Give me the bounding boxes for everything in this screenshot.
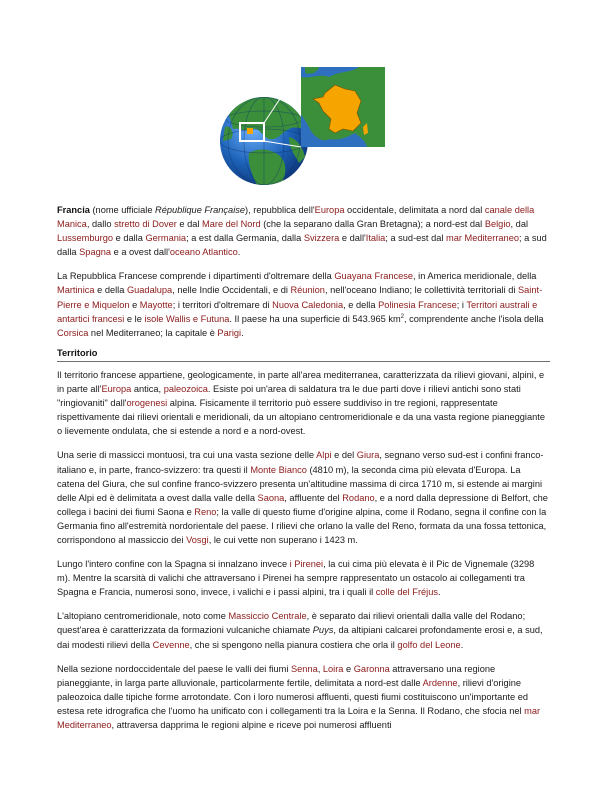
text-run: .	[460, 639, 464, 650]
inline-link[interactable]: Corsica	[57, 327, 89, 338]
text-run: . Il paese ha una superficie di 543.965 km	[229, 313, 401, 324]
text-run: ; a est dalla Germania, dalla	[186, 233, 304, 244]
text-run: Lungo l'intero confine con la Spagna si innalzano invece	[57, 559, 290, 570]
france-locator-map	[219, 67, 385, 197]
inline-link[interactable]: Spagna	[79, 247, 112, 258]
inline-link[interactable]: Mare del Nord	[202, 219, 261, 230]
inline-link[interactable]: oceano Atlantico	[169, 247, 238, 258]
text-run: e	[343, 663, 354, 674]
inline-link[interactable]: Martinica	[57, 285, 95, 296]
inline-link[interactable]: Vosgi	[186, 534, 209, 545]
inline-link[interactable]: i Pirenei	[289, 559, 324, 570]
text-run: , le cui vette non superano i 1423 m.	[208, 534, 358, 545]
territory-paragraph-2	[57, 448, 550, 547]
text-run: ), repubblica dell'	[245, 205, 315, 215]
text-run: Il territorio francese appartiene, geologicamente, in parte all'area mediterranea, caratterizzata da rilievi giovani, alpini, e in parte all'	[57, 369, 545, 395]
article-title: Francia	[57, 205, 90, 215]
text-run: , che si spengono nella pianura costiera che orla il	[189, 639, 398, 650]
text-run: , rilievi d'origine paleozoica dalle tipiche forme arrotondate. Con i loro numerosi affluenti, questi fiumi costituiscono un'importante ed estesa rete idrografica che l'uomo ha unificato con i collegamenti tra la Loira e la Senna. Il Rodano, che sfocia nel	[57, 677, 529, 716]
inline-link[interactable]: Cevenne	[152, 639, 190, 650]
inline-link[interactable]: paleozoica	[163, 384, 208, 395]
text-run: (nome ufficiale	[89, 205, 156, 215]
territory-paragraph-3	[57, 557, 550, 599]
inline-link[interactable]: mar Mediterraneo	[445, 233, 519, 244]
text-run: e	[129, 299, 140, 310]
inline-link[interactable]: Europa	[314, 205, 345, 215]
inline-link[interactable]: Saona	[257, 492, 285, 503]
text-run: (che la separano dalla Gran Bretagna); a nord-est dal	[260, 219, 485, 230]
text-run: e dal	[176, 219, 203, 230]
inline-link[interactable]: canale della Manica	[57, 205, 535, 230]
italic-text: République Française	[155, 205, 246, 215]
text-run: , segnano verso sud-est i confini franco-italiano e, in parte, franco-svizzero: tra questi il	[57, 450, 544, 475]
text-run: , attraversa dapprima le regioni alpine e riceve poi numerosi affluenti	[111, 720, 392, 730]
text-run: ; i	[456, 299, 467, 310]
text-run: e del	[331, 450, 357, 461]
inline-link[interactable]: Lussemburgo	[57, 233, 114, 244]
inline-link[interactable]: Nuova Caledonia	[272, 299, 344, 310]
text-run: e dall'	[339, 233, 366, 244]
inline-link[interactable]: Reno	[194, 506, 217, 517]
text-run: ; i territori d'oltremare di	[172, 299, 273, 310]
text-run: (4810 m), la seconda cima più elevata d'Europa. La catena del Giura, che sul confine franco-svizzero presenta un'altitudine massima di circa 1710 m, si estende ai margini delle Alpi ed è delimitata a ovest dalla valle della	[57, 464, 543, 503]
italic-text: Puys	[312, 625, 334, 636]
inline-link[interactable]: isole Wallis e Futuna	[144, 313, 230, 324]
territory-paragraph-5	[57, 662, 550, 732]
inline-link[interactable]: Polinesia Francese	[378, 299, 457, 310]
text-run: , da altipiani calcarei profondamente erosi e, a sud, dai modesti rilievi della	[57, 625, 543, 650]
article-body	[57, 203, 550, 742]
inline-link[interactable]: Giura	[356, 450, 380, 461]
globe-map-icon	[219, 67, 385, 197]
text-run: alpina. Fisicamente il territorio può essere suddiviso in tre regioni, rappresentate rispettivamente dai rilievi orientali e meridionali, da un altopiano centromeridionale e da una vasta regione pianeggiante o lievemente ondulata, che si estende a nord e a nord-ovest.	[57, 398, 545, 437]
section-heading-territorio: Territorio	[57, 346, 550, 362]
inline-link[interactable]: stretto di Dover	[114, 219, 177, 230]
text-run: .	[241, 327, 244, 338]
text-run: , comprendente anche l'isola della	[404, 313, 544, 324]
text-run: , e a nord dalla depressione di Belfort, che collega i bacini dei fiumi Saona e	[57, 492, 548, 517]
inline-link[interactable]: Svizzera	[303, 233, 340, 244]
inline-link[interactable]: orogenesi	[126, 398, 168, 409]
text-run: , nell'oceano Indiano; le collettività territoriali di	[324, 285, 518, 296]
inline-link[interactable]: Belgio	[484, 219, 511, 230]
inline-link[interactable]: Monte Bianco	[250, 464, 307, 475]
territory-paragraph-4	[57, 609, 550, 651]
text-run: e le	[124, 313, 145, 324]
territory-paragraph-1	[57, 368, 550, 438]
inline-link[interactable]: Territori australi e antartici francesi	[57, 299, 538, 324]
text-run: , in America meridionale, della	[413, 271, 537, 282]
inline-link[interactable]: Alpi	[316, 450, 332, 461]
text-run: , affluente del	[284, 492, 343, 503]
text-run: e della	[94, 285, 127, 296]
inline-link[interactable]: Mayotte	[139, 299, 173, 310]
inline-link[interactable]: mar Mediterraneo	[57, 705, 541, 730]
text-run: La Repubblica Francese comprende i dipartimenti d'oltremare della	[57, 271, 335, 282]
text-run: e a ovest dall'	[111, 247, 170, 258]
text-run: , nelle Indie Occidentali, e di	[172, 285, 291, 296]
overseas-paragraph	[57, 269, 550, 339]
text-run: , la cui cima più elevata è il Pic de Vignemale (3298 m). Mentre la scarsità di valichi che attraversano i Pirenei ha sempre rappresentato un ostacolo ai collegamenti tra Spagna e Francia, numerosi sono, invece, i valichi e i passi alpini, tra i quali il	[57, 559, 535, 598]
text-run: ,	[317, 663, 323, 674]
inline-link[interactable]: Loira	[322, 663, 344, 674]
inline-link[interactable]: Germania	[145, 233, 187, 244]
inline-link[interactable]: Réunion	[290, 285, 325, 296]
inline-link[interactable]: Rodano	[342, 492, 375, 503]
inline-link[interactable]: Parigi	[217, 327, 242, 338]
inline-link[interactable]: Massiccio Centrale	[228, 611, 307, 622]
text-run: , dallo	[86, 219, 115, 230]
text-run: ; a sud dalla	[57, 233, 547, 258]
intro-paragraph	[57, 203, 550, 259]
inline-link[interactable]: Saint-Pierre e Miquelon	[57, 285, 543, 310]
inline-link[interactable]: colle del Fréjus	[375, 587, 438, 598]
inline-link[interactable]: Europa	[101, 384, 132, 395]
text-run: Una serie di massicci montuosi, tra cui una vasta sezione delle	[57, 450, 317, 461]
text-run: .	[237, 247, 241, 258]
inline-link[interactable]: golfo del Leone	[397, 639, 461, 650]
text-run: .	[438, 587, 441, 598]
text-run: . Esiste poi un'area di saldatura tra le due parti dove i rilievi antichi sono stati "ringiovaniti" dall'	[57, 384, 521, 409]
text-run: ; la valle di questo fiume d'origine alpina, come il Rodano, segna il confine con la Germania fino all'estremità nordorientale del paese. I rilievi che orlano la valle del Reno, formata da una fossa tettonica, corrispondono al massiccio dei	[57, 506, 547, 545]
text-run: nel Mediterraneo; la capitale è	[88, 327, 218, 338]
text-run: , e della	[343, 299, 379, 310]
inline-link[interactable]: Guayana Francese	[334, 271, 414, 282]
text-run: occidentale, delimitata a nord dal	[344, 205, 485, 215]
inline-link[interactable]: Senna	[290, 663, 318, 674]
text-run: , è separato dai rilievi orientali dalla valle del Rodano; quest'area è caratterizzata da formazioni vulcaniche chiamate	[57, 611, 526, 636]
text-run: Nella sezione nordoccidentale del paese le valli dei fiumi	[57, 663, 291, 674]
text-run: , dal	[510, 219, 529, 230]
inline-link[interactable]: Ardenne	[422, 677, 458, 688]
text-run: L'altopiano centromeridionale, noto come	[57, 611, 229, 622]
superscript: 2	[400, 313, 404, 320]
text-run: antica,	[131, 384, 164, 395]
text-run: e dalla	[113, 233, 146, 244]
text-run: ; a sud-est dal	[385, 233, 446, 244]
inline-link[interactable]: Guadalupa	[126, 285, 173, 296]
text-run: attraversano una regione pianeggiante, in larga parte alluvionale, particolarmente fertile, delimitata a nord-est dalle	[57, 663, 496, 688]
inline-link[interactable]: Garonna	[353, 663, 390, 674]
inline-link[interactable]: Italia	[365, 233, 386, 244]
